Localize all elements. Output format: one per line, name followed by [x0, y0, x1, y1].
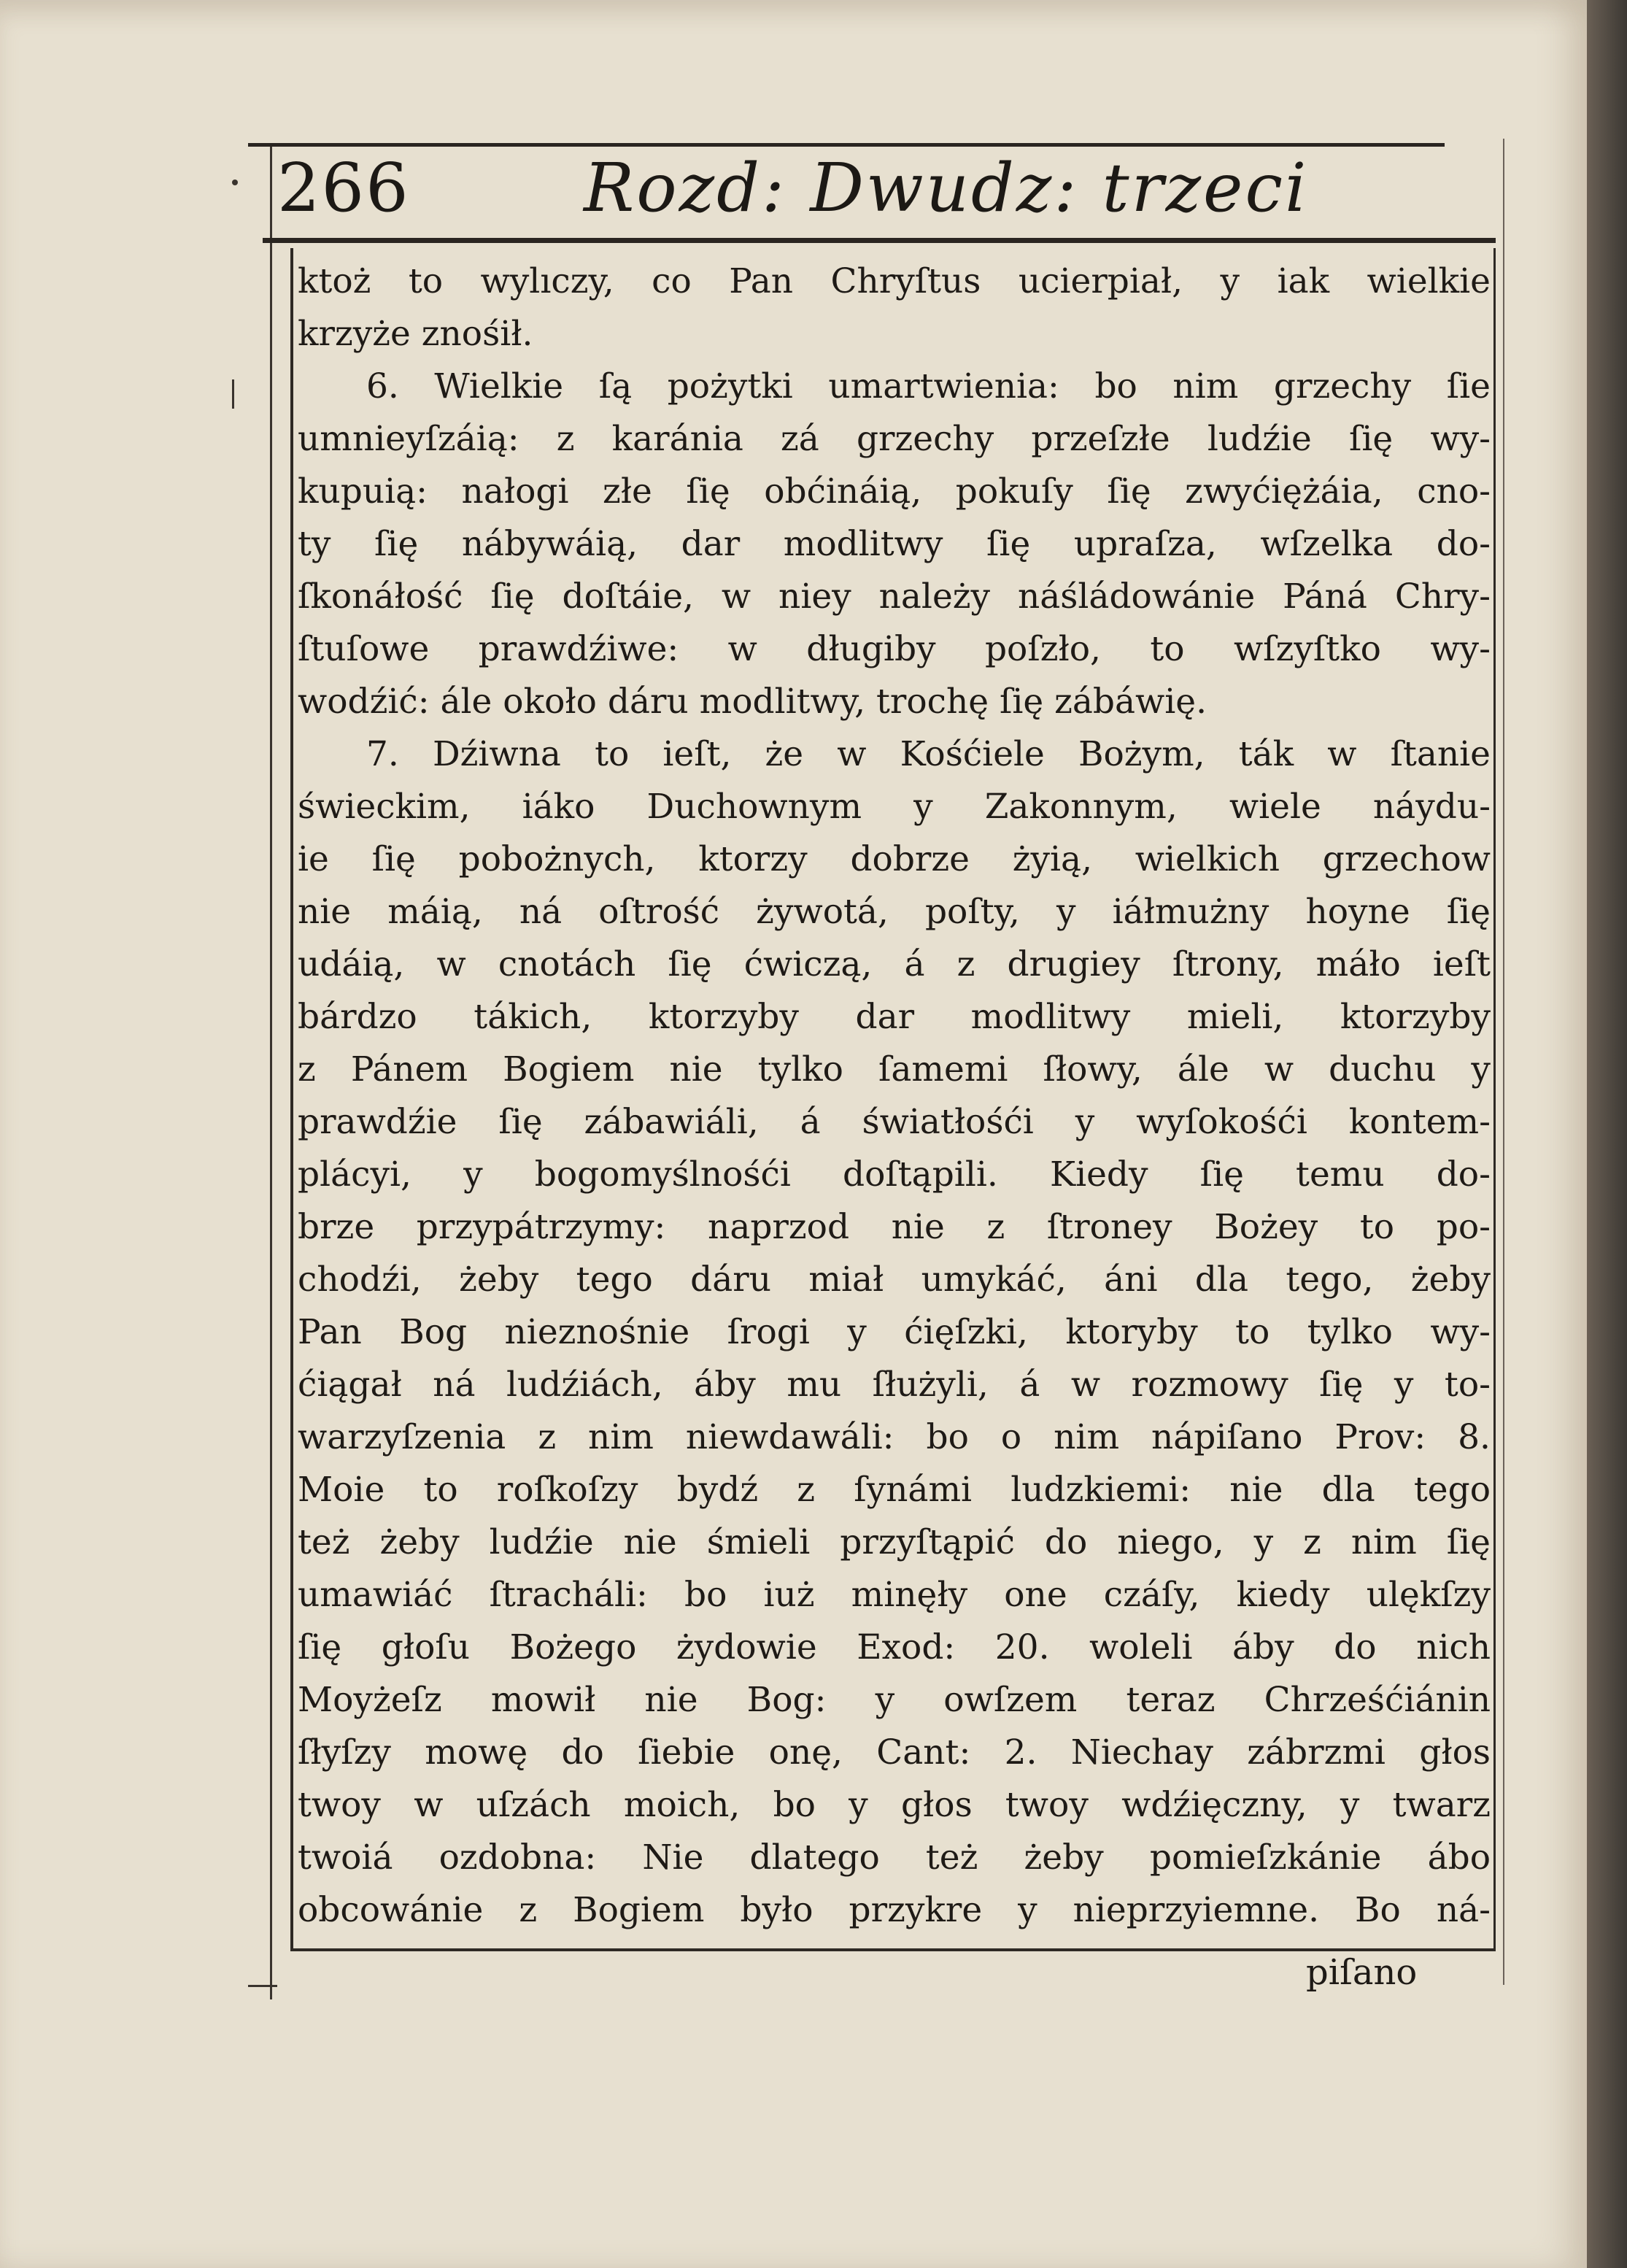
text-line: chodźi, żeby tego dáru miał umykáć, áni dla tego, żeby	[298, 1260, 1491, 1300]
page-number: 266	[277, 149, 410, 227]
text-line: ſłyſzy mowę do ſiebie onę, Cant: 2. Niechay zábrzmi głos	[298, 1732, 1491, 1773]
text-line: ćiągał ná ludźiách, áby mu ſłużyli, á w rozmowy ſię y to-	[298, 1365, 1491, 1405]
text-line: nie máią, ná oſtrość żywotá, poſty, y iáłmużny hoyne ſię	[298, 892, 1491, 932]
text-line: twoiá ozdobna: Nie dlatego też żeby pomieſzkánie ábo	[298, 1837, 1491, 1878]
ink-mark	[248, 1985, 277, 1987]
text-line: ſię głoſu Bożego żydowie Exod: 20. woleli áby do nich	[298, 1627, 1491, 1667]
text-line: ty ſię nábywáią, dar modlitwy ſię upraſza, wſzelka do-	[298, 524, 1491, 564]
text-line: bárdzo tákich, ktorzyby dar modlitwy mieli, ktorzyby	[298, 997, 1491, 1037]
right-margin-rule	[1503, 139, 1504, 1985]
page-header	[277, 143, 1503, 234]
text-line: ſkonáłość ſię doſtáie, w niey należy náśládowánie Páná Chry-	[298, 576, 1491, 617]
text-line: brze przypátrzymy: naprzod nie z ſtroney Bożey to po-	[298, 1207, 1491, 1247]
text-line: z Pánem Bogiem nie tylko ſamemi ſłowy, ále w duchu y	[298, 1049, 1491, 1089]
text-line: krzyże znośił.	[298, 314, 533, 354]
text-line: Moyżeſz mowił nie Bog: y owſzem teraz Chrześćiánin	[298, 1680, 1491, 1720]
text-line: umawiáć ſtracháli: bo iuż minęły one czáſy, kiedy ulękſzy	[298, 1575, 1491, 1615]
header-rule	[263, 238, 1496, 243]
text-line: plácyi, y bogomyślnośći doſtąpili. Kiedy ſię temu do-	[298, 1154, 1491, 1195]
page-edge	[1587, 0, 1627, 2268]
running-head: Rozd: Dwudz: trzeci	[584, 149, 1309, 227]
text-line: Pan Bog nieznośnie ſrogi y ćięſzki, ktoryby to tylko wy-	[298, 1312, 1491, 1352]
text-line: twoy w uſzách moich, bo y głos twoy wdźięczny, y twarz	[298, 1785, 1491, 1825]
text-line: udáią, w cnotách ſię ćwiczą, á z drugiey ſtrony, máło ieſt	[298, 944, 1491, 984]
text-line: ktoż to wylıczy, co Pan Chryſtus ucierpiał, y iak wielkie	[298, 261, 1491, 301]
ink-dot	[232, 180, 238, 185]
text-line: wodźić: ále około dáru modlitwy, trochę ſię zábáwię.	[298, 682, 1207, 722]
text-line: prawdźie ſię zábawiáli, á światłośći y wyſokośći kontem-	[298, 1102, 1491, 1142]
text-block	[290, 248, 1496, 1951]
text-line: ie ſię pobożnych, ktorzy dobrze żyią, wielkich grzechow	[298, 839, 1491, 879]
catchword: piſano	[1306, 1952, 1418, 1993]
left-margin-rule	[270, 146, 272, 1999]
text-line: Moie to roſkoſzy bydź z ſynámi ludzkiemi: nie dla tego	[298, 1470, 1491, 1510]
text-line: też żeby ludźie nie śmieli przyſtąpić do niego, y z nim ſię	[298, 1522, 1491, 1562]
text-line: 6. Wielkie ſą pożytki umartwienia: bo nim grzechy ſie	[366, 366, 1491, 406]
text-line: warzyſzenia z nim niewdawáli: bo o nim nápiſano Prov: 8.	[298, 1417, 1491, 1457]
text-line: ſtuſowe prawdźiwe: w długiby poſzło, to wſzyſtko wy-	[298, 629, 1491, 669]
text-line: 7. Dźiwna to ieſt, że w Kośćiele Bożym, ták w ſtanie	[366, 734, 1491, 774]
text-line: kupuią: nałogi złe ſię obćináią, pokuſy ſię zwyćiężáia, cno-	[298, 471, 1491, 512]
text-line: obcowánie z Bogiem było przykre y nieprzyiemne. Bo ná-	[298, 1890, 1491, 1930]
text-line: umnieyſzáią: z karánia zá grzechy przeſzłe ludźie ſię wy-	[298, 419, 1491, 459]
ink-mark	[232, 379, 234, 409]
text-line: świeckim, iáko Duchownym y Zakonnym, wiele náydu-	[298, 787, 1491, 827]
